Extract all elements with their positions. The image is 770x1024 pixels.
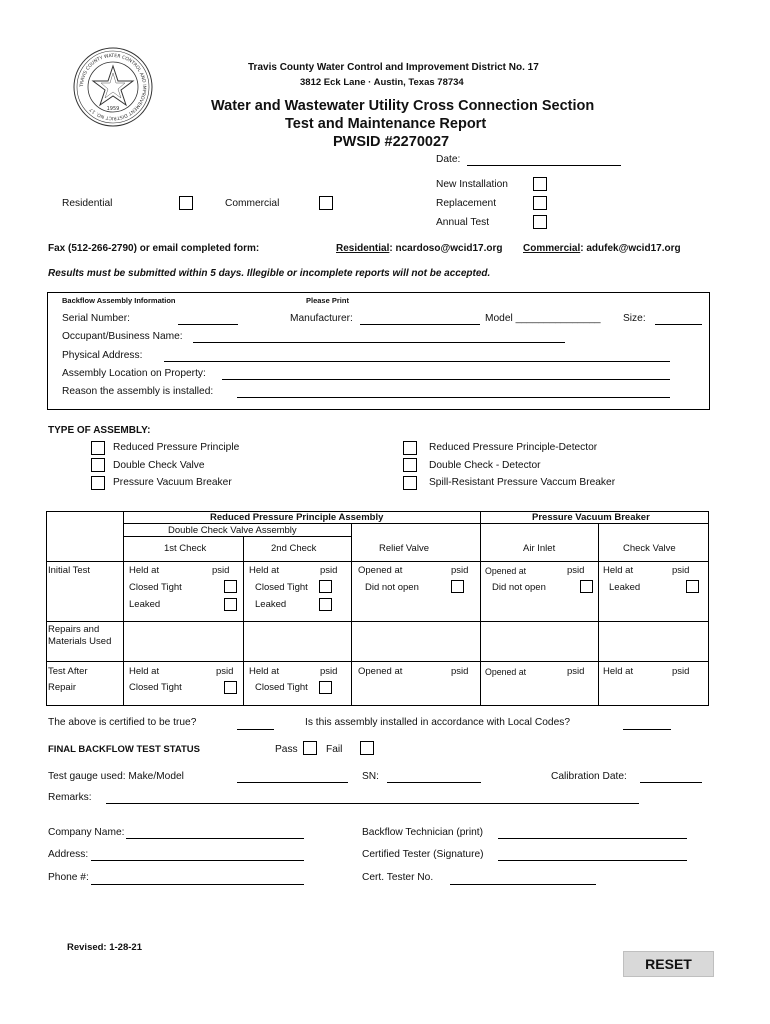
company-label: Company Name:	[48, 827, 125, 838]
location-field[interactable]	[222, 379, 670, 380]
air-inlet-opened-at: Opened at	[485, 566, 527, 576]
pass-label: Pass	[275, 744, 298, 755]
org-address: 3812 Eck Lane · Austin, Texas 78734	[300, 77, 464, 88]
cert-no-label: Cert. Tester No.	[362, 872, 434, 883]
after-check1-psid: psid	[216, 666, 234, 677]
local-codes-field[interactable]	[623, 729, 671, 730]
check1-leaked-checkbox[interactable]	[224, 598, 237, 611]
after-air-inlet-psid: psid	[567, 666, 585, 677]
gauge-label: Test gauge used: Make/Model	[48, 771, 184, 782]
calibration-field[interactable]	[640, 782, 702, 783]
after-relief-psid: psid	[451, 666, 469, 677]
seal-year: 1959	[106, 106, 120, 112]
repair-label: Repair	[48, 682, 76, 693]
check-valve-header: Check Valve	[623, 543, 676, 554]
initial-test-label: Initial Test	[48, 565, 91, 576]
dcva-header: Double Check Valve Assembly	[168, 525, 297, 536]
cert-no-field[interactable]	[450, 884, 596, 885]
after-check1-closed-tight-checkbox[interactable]	[224, 681, 237, 694]
rppd-label: Reduced Pressure Principle-Detector	[429, 442, 598, 453]
rpp-checkbox[interactable]	[91, 441, 105, 455]
check1-closed-tight: Closed Tight	[129, 582, 182, 593]
date-label: Date:	[436, 154, 461, 165]
report-title: Water and Wastewater Utility Cross Connection Section	[211, 98, 595, 114]
reason-label: Reason the assembly is installed:	[62, 386, 214, 397]
pass-checkbox[interactable]	[303, 741, 317, 755]
occupant-field[interactable]	[193, 342, 565, 343]
replacement-label: Replacement	[436, 198, 497, 209]
relief-psid: psid	[451, 565, 469, 576]
check1-leaked: Leaked	[129, 599, 161, 610]
after-check1-closed-tight: Closed Tight	[129, 682, 182, 693]
after-relief-opened-at: Opened at	[358, 666, 403, 677]
after-check2-psid: psid	[320, 666, 338, 677]
after-check2-closed-tight-checkbox[interactable]	[319, 681, 332, 694]
company-field[interactable]	[126, 838, 304, 839]
certified-tester-label: Certified Tester (Signature)	[362, 849, 484, 860]
air-inlet-did-not-open-checkbox[interactable]	[580, 580, 593, 593]
annual-test-label: Annual Test	[436, 217, 490, 228]
air-inlet-did-not-open: Did not open	[492, 582, 546, 593]
rpp-label: Reduced Pressure Principle	[113, 442, 240, 453]
residential-contact	[336, 243, 502, 254]
commercial-label: Commercial	[225, 198, 280, 209]
relief-did-not-open: Did not open	[365, 582, 419, 593]
size-label: Size:	[623, 313, 646, 324]
pwsid: PWSID #2270027	[333, 134, 450, 150]
pvb-header: Pressure Vacuum Breaker	[532, 512, 650, 523]
new-installation-checkbox[interactable]	[533, 177, 547, 191]
remarks-label: Remarks:	[48, 792, 92, 803]
fax-instruction: Fax (512-266-2790) or email completed form:	[48, 243, 260, 254]
submission-notice: Results must be submitted within 5 days. Illegible or incomplete reports will not be accepted.	[48, 268, 491, 279]
rpa-header: Reduced Pressure Principle Assembly	[210, 512, 384, 523]
test-after-label: Test After	[48, 666, 88, 677]
relief-opened-at: Opened at	[358, 565, 403, 576]
srpvb-label: Spill-Resistant Pressure Vaccum Breaker	[429, 477, 616, 488]
final-status-label: FINAL BACKFLOW TEST STATUS	[48, 744, 200, 755]
gauge-field[interactable]	[237, 782, 348, 783]
check1-psid: psid	[212, 565, 230, 576]
district-seal	[72, 46, 154, 128]
after-check2-closed-tight: Closed Tight	[255, 682, 308, 693]
org-name: Travis County Water Control and Improvement District No. 17	[248, 62, 539, 73]
check2-held-at: Held at	[249, 565, 280, 576]
residential-checkbox[interactable]	[179, 196, 193, 210]
relief-header: Relief Valve	[379, 543, 429, 554]
address-field[interactable]	[91, 860, 304, 861]
commercial-email: : adufek@wcid17.org	[580, 243, 681, 254]
after-check2-held-at: Held at	[249, 666, 280, 677]
fail-checkbox[interactable]	[360, 741, 374, 755]
srpvb-checkbox[interactable]	[403, 476, 417, 490]
fail-label: Fail	[326, 744, 343, 755]
certified-label: The above is certified to be true?	[48, 717, 197, 728]
seal-ring-text: TRAVIS COUNTY WATER CONTROL AND IMPROVEMENT DISTRICT NO. 17	[79, 53, 147, 121]
serial-label: Serial Number:	[62, 313, 130, 324]
certified-field[interactable]	[237, 729, 274, 730]
check-valve-psid: psid	[672, 565, 690, 576]
check-valve-leaked-checkbox[interactable]	[686, 580, 699, 593]
technician-field[interactable]	[498, 838, 687, 839]
seal-star-icon	[72, 46, 154, 128]
serial-field[interactable]	[178, 324, 238, 325]
type-of-assembly-title: TYPE OF ASSEMBLY:	[48, 425, 151, 436]
air-inlet-header: Air Inlet	[523, 543, 556, 554]
report-subtitle: Test and Maintenance Report	[285, 116, 487, 132]
after-air-inlet-opened-at: Opened at	[485, 667, 527, 677]
date-field[interactable]	[467, 165, 621, 166]
certified-tester-field[interactable]	[498, 860, 687, 861]
remarks-field[interactable]	[106, 803, 639, 804]
after-check-valve-psid: psid	[672, 666, 690, 677]
residential-email: : ncardoso@wcid17.org	[389, 243, 503, 254]
manufacturer-field[interactable]	[360, 324, 480, 325]
reset-button[interactable]: RESET	[623, 951, 714, 977]
commercial-contact-label: Commercial	[523, 243, 581, 254]
check1-held-at: Held at	[129, 565, 160, 576]
pvb-label: Pressure Vacuum Breaker	[113, 477, 232, 488]
please-print: Please Print	[306, 296, 349, 305]
repairs-label-line1: Repairs and	[48, 624, 100, 635]
dcv-checkbox[interactable]	[91, 458, 105, 472]
check2-psid: psid	[320, 565, 338, 576]
relief-did-not-open-checkbox[interactable]	[451, 580, 464, 593]
dcd-checkbox[interactable]	[403, 458, 417, 472]
pvb-checkbox[interactable]	[91, 476, 105, 490]
sn-label: SN:	[362, 771, 379, 782]
calibration-label: Calibration Date:	[551, 771, 627, 782]
dcv-label: Double Check Valve	[113, 460, 205, 471]
revised-date: Revised: 1-28-21	[67, 942, 142, 953]
residential-contact-label: Residential	[336, 243, 390, 254]
air-inlet-psid: psid	[567, 565, 585, 576]
commercial-checkbox[interactable]	[319, 196, 333, 210]
new-installation-label: New Installation	[436, 179, 508, 190]
sn-field[interactable]	[387, 782, 481, 783]
phone-label: Phone #:	[48, 872, 89, 883]
check1-header: 1st Check	[164, 543, 207, 554]
location-label: Assembly Location on Property:	[62, 368, 206, 379]
technician-label: Backflow Technician (print)	[362, 827, 483, 838]
dcd-label: Double Check - Detector	[429, 460, 541, 471]
model-label: Model _______________	[485, 313, 601, 324]
phone-field[interactable]	[91, 884, 304, 885]
annual-test-checkbox[interactable]	[533, 215, 547, 229]
residential-label: Residential	[62, 198, 113, 209]
assembly-info-title: Backflow Assembly Information	[62, 296, 176, 305]
check2-header: 2nd Check	[271, 543, 317, 554]
occupant-label: Occupant/Business Name:	[62, 331, 183, 342]
manufacturer-label: Manufacturer:	[290, 313, 353, 324]
check-valve-leaked: Leaked	[609, 582, 641, 593]
rppd-checkbox[interactable]	[403, 441, 417, 455]
check-valve-held-at: Held at	[603, 565, 634, 576]
check2-leaked-checkbox[interactable]	[319, 598, 332, 611]
size-field[interactable]	[655, 324, 702, 325]
address-label: Address:	[48, 849, 89, 860]
after-check-valve-held-at: Held at	[603, 666, 634, 677]
check2-closed-tight-checkbox[interactable]	[319, 580, 332, 593]
physical-address-field[interactable]	[164, 361, 670, 362]
replacement-checkbox[interactable]	[533, 196, 547, 210]
local-codes-label: Is this assembly installed in accordance with Local Codes?	[305, 717, 571, 728]
check2-leaked: Leaked	[255, 599, 287, 610]
reason-field[interactable]	[237, 397, 670, 398]
repairs-label-line2: Materials Used	[48, 636, 112, 647]
commercial-contact	[523, 243, 681, 254]
physical-address-label: Physical Address:	[62, 350, 143, 361]
after-check1-held-at: Held at	[129, 666, 160, 677]
check1-closed-tight-checkbox[interactable]	[224, 580, 237, 593]
check2-closed-tight: Closed Tight	[255, 582, 308, 593]
